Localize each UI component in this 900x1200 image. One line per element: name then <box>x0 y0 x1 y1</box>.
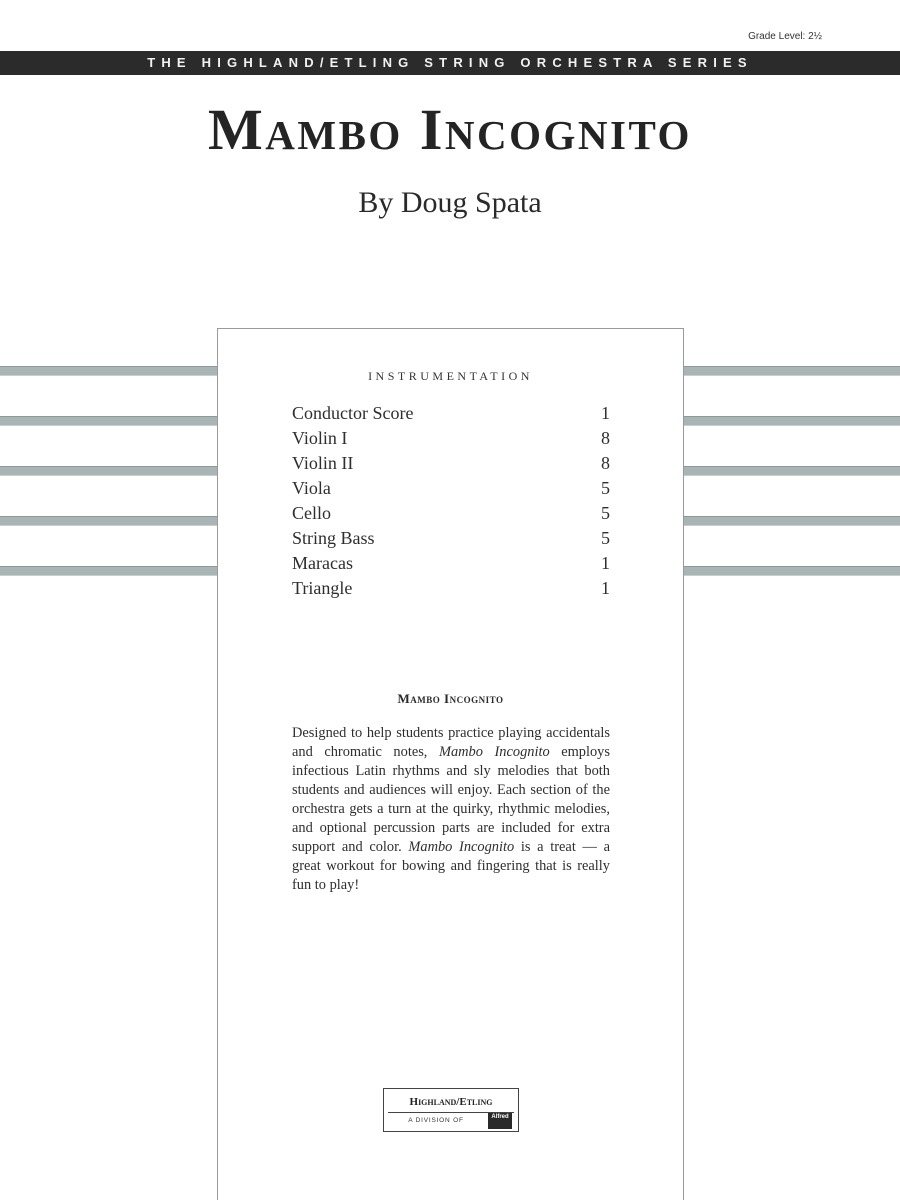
instrument-count: 8 <box>601 453 610 473</box>
decorative-stripes-right <box>684 366 900 582</box>
instrument-name: String Bass <box>292 528 375 548</box>
instrument-name: Maracas <box>292 553 353 573</box>
instrument-count: 1 <box>601 403 610 423</box>
stripe <box>0 566 217 576</box>
instrument-name: Violin I <box>292 428 348 448</box>
instrument-count: 1 <box>601 578 610 598</box>
instrument-name: Viola <box>292 478 331 498</box>
publisher-logo <box>383 1088 519 1132</box>
decorative-stripes-left <box>0 366 217 582</box>
stripe <box>0 366 217 376</box>
instrument-count: 5 <box>601 503 610 523</box>
instrument-name: Triangle <box>292 578 353 598</box>
alfred-logo-icon: Alfred <box>488 1113 512 1129</box>
instrument-row <box>292 426 610 451</box>
instrument-row <box>292 551 610 576</box>
instrument-name: Violin II <box>292 453 354 473</box>
instrument-count: 8 <box>601 428 610 448</box>
publisher-division: A DIVISION OF <box>408 1117 464 1124</box>
instrument-row <box>292 576 610 601</box>
instrument-count: 5 <box>601 478 610 498</box>
stripe <box>0 416 217 426</box>
instrumentation-list <box>292 401 610 601</box>
stripe <box>684 466 900 476</box>
description-part: is a treat — a great workout for bowing and fingering that is really fun to play! <box>292 839 610 893</box>
instrumentation-heading: INSTRUMENTATION <box>368 369 533 383</box>
description-title-italic: Mambo Incognito <box>408 839 515 855</box>
description-text <box>292 724 610 895</box>
description-part: employs infectious Latin rhythms and sly melodies that both students and audiences will enjoy. Each section of the orchestra gets a turn at the quirky, rhythmic melodies, and optional percussion parts are included for extra support and color. <box>292 744 610 855</box>
stripe <box>0 466 217 476</box>
content-panel <box>217 328 684 1200</box>
instrument-name: Cello <box>292 503 331 523</box>
instrument-row <box>292 526 610 551</box>
author: By Doug Spata <box>358 186 542 219</box>
instrument-row <box>292 401 610 426</box>
instrument-row <box>292 476 610 501</box>
description-title-italic: Mambo Incognito <box>438 744 550 760</box>
stripe <box>684 366 900 376</box>
stripe <box>684 416 900 426</box>
stripe <box>0 516 217 526</box>
series-banner: THE HIGHLAND/ETLING STRING ORCHESTRA SERIES <box>0 51 900 75</box>
publisher-name: Highland/Etling <box>388 1092 514 1113</box>
stripe <box>684 566 900 576</box>
stripe <box>684 516 900 526</box>
instrument-row <box>292 451 610 476</box>
instrument-name: Conductor Score <box>292 403 414 423</box>
instrument-row <box>292 501 610 526</box>
description-heading: Mambo Incognito <box>397 691 504 706</box>
description-part: Designed to help students practice playing accidentals and chromatic notes, <box>292 725 610 760</box>
instrument-count: 1 <box>601 553 610 573</box>
page-title: Mambo Incognito <box>208 97 692 162</box>
instrument-count: 5 <box>601 528 610 548</box>
grade-level: Grade Level: 2½ <box>748 31 822 42</box>
